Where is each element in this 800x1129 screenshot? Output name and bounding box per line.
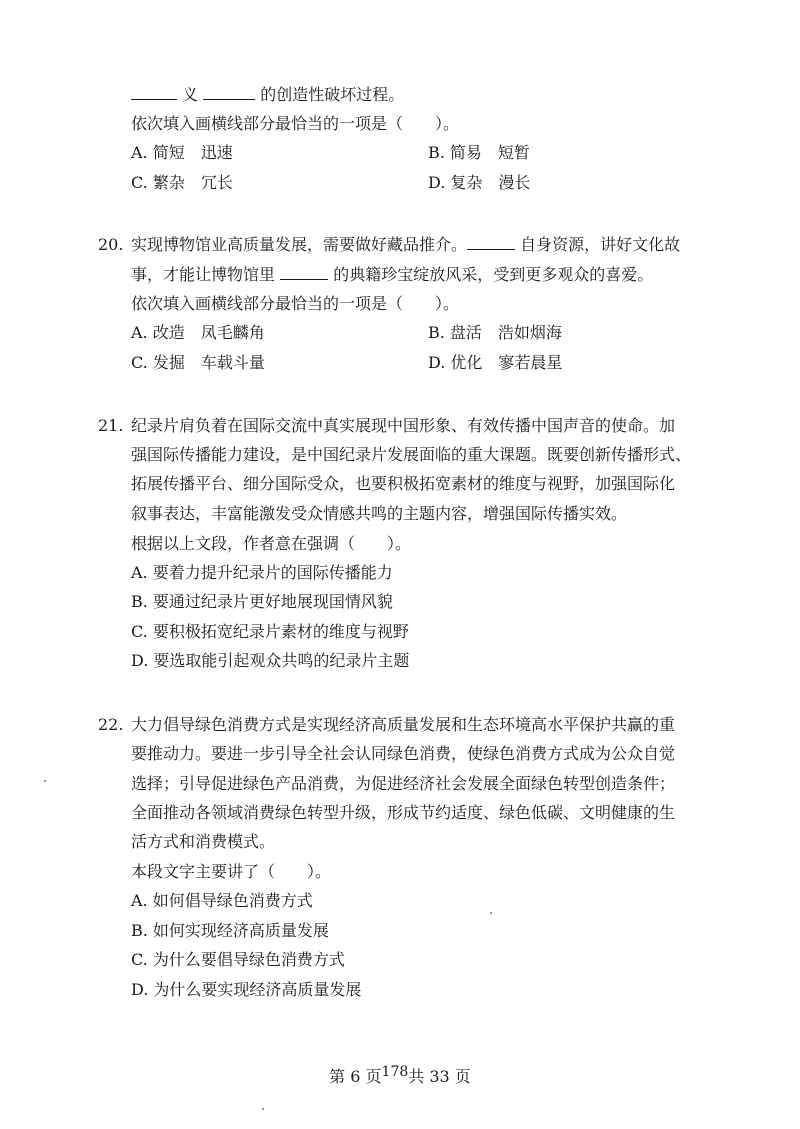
q20-prompt: 依次填入画横线部分最恰当的一项是（ ）。 bbox=[131, 294, 460, 313]
q22-text-line: 活方式和消费模式。 bbox=[131, 832, 276, 851]
q22-option-b: B. 如何实现经济高质量发展 bbox=[131, 921, 329, 940]
q22-option-c: C. 为什么要倡导绿色消费方式 bbox=[131, 950, 345, 969]
answer-blank bbox=[203, 85, 255, 100]
q21-text-line: 纪录片肩负着在国际交流中真实展现中国形象、有效传播中国声音的使命。加 bbox=[131, 416, 676, 435]
page-footer bbox=[0, 1066, 800, 1089]
q20-line2 bbox=[131, 264, 653, 286]
q22-text-line: 要推动力。要进一步引导全社会认同绿色消费，使绿色消费方式成为公众自觉 bbox=[131, 744, 676, 763]
q22-text-line: 大力倡导绿色消费方式是实现经济高质量发展和生态环境高水平保护共赢的重 bbox=[131, 715, 676, 734]
q20-option-d: D. 优化 寥若晨星 bbox=[428, 353, 563, 372]
q19-line1 bbox=[131, 84, 404, 106]
q21-prompt: 根据以上文段，作者意在强调（ ）。 bbox=[131, 534, 412, 553]
q19-option-b: B. 简易 短暂 bbox=[428, 143, 530, 162]
q19-prompt: 依次填入画横线部分最恰当的一项是（ ）。 bbox=[131, 114, 460, 133]
q20-line2-b: 的典籍珍宝绽放风采，受到更多观众的喜爱。 bbox=[333, 265, 654, 284]
q20-line2-a: 事，才能让博物馆里 bbox=[131, 265, 276, 284]
q21-option-a: A. 要着力提升纪录片的国际传播能力 bbox=[131, 563, 393, 582]
q21-option-d: D. 要选取能引起观众共鸣的纪录片主题 bbox=[131, 651, 410, 670]
scan-speck bbox=[490, 912, 492, 914]
q22-text-line: 全面推动各领域消费绿色转型升级，形成节约适度、绿色低碳、文明健康的生 bbox=[131, 803, 676, 822]
q21-text-line: 拓展传播平台、细分国际受众，也要积极拓宽素材的维度与视野，加强国际化 bbox=[131, 474, 676, 493]
q20-line1 bbox=[131, 234, 680, 256]
q19-option-c: C. 繁杂 冗长 bbox=[131, 173, 233, 192]
footer-stamp-number: 178 bbox=[381, 1064, 409, 1080]
q21-option-b: B. 要通过纪录片更好地展现国情风貌 bbox=[131, 592, 393, 611]
q22-option-a: A. 如何倡导绿色消费方式 bbox=[131, 891, 313, 910]
q22-text-line: 选择；引导促进绿色产品消费，为促进经济社会发展全面绿色转型创造条件； bbox=[131, 774, 676, 793]
answer-blank bbox=[280, 265, 328, 280]
q20-number: 20. bbox=[98, 235, 124, 254]
scan-speck bbox=[262, 1108, 264, 1110]
q20-line1-b: 自身资源，讲好文化故 bbox=[520, 235, 681, 254]
answer-blank bbox=[131, 85, 177, 100]
q22-prompt: 本段文字主要讲了（ ）。 bbox=[131, 862, 332, 881]
q19-option-a: A. 简短 迅速 bbox=[131, 143, 233, 162]
footer-page-total: 共 33 页 bbox=[408, 1067, 471, 1086]
footer-page-number: 第 6 页 bbox=[329, 1067, 382, 1086]
q21-text-line: 强国际传播能力建设，是中国纪录片发展面临的重大课题。既要创新传播形式、 bbox=[131, 445, 692, 464]
q22-number: 22. bbox=[98, 715, 124, 734]
q19-line1-mid: 义 bbox=[182, 85, 199, 104]
q19-line1-end: 的创造性破坏过程。 bbox=[260, 85, 405, 104]
q19-option-d: D. 复杂 漫长 bbox=[428, 173, 531, 192]
q21-text-line: 叙事表达，丰富能激发受众情感共鸣的主题内容，增强国际传播实效。 bbox=[131, 504, 628, 523]
q21-number: 21. bbox=[98, 416, 124, 435]
q22-option-d: D. 为什么要实现经济高质量发展 bbox=[131, 980, 362, 999]
q20-option-b: B. 盘活 浩如烟海 bbox=[428, 323, 562, 342]
answer-blank bbox=[467, 235, 515, 250]
q20-option-a: A. 改造 凤毛麟角 bbox=[131, 323, 265, 342]
scan-speck bbox=[44, 780, 46, 782]
q21-option-c: C. 要积极拓宽纪录片素材的维度与视野 bbox=[131, 622, 409, 641]
q20-line1-a: 实现博物馆业高质量发展，需要做好藏品推介。 bbox=[131, 235, 468, 254]
q20-option-c: C. 发掘 车载斗量 bbox=[131, 353, 265, 372]
